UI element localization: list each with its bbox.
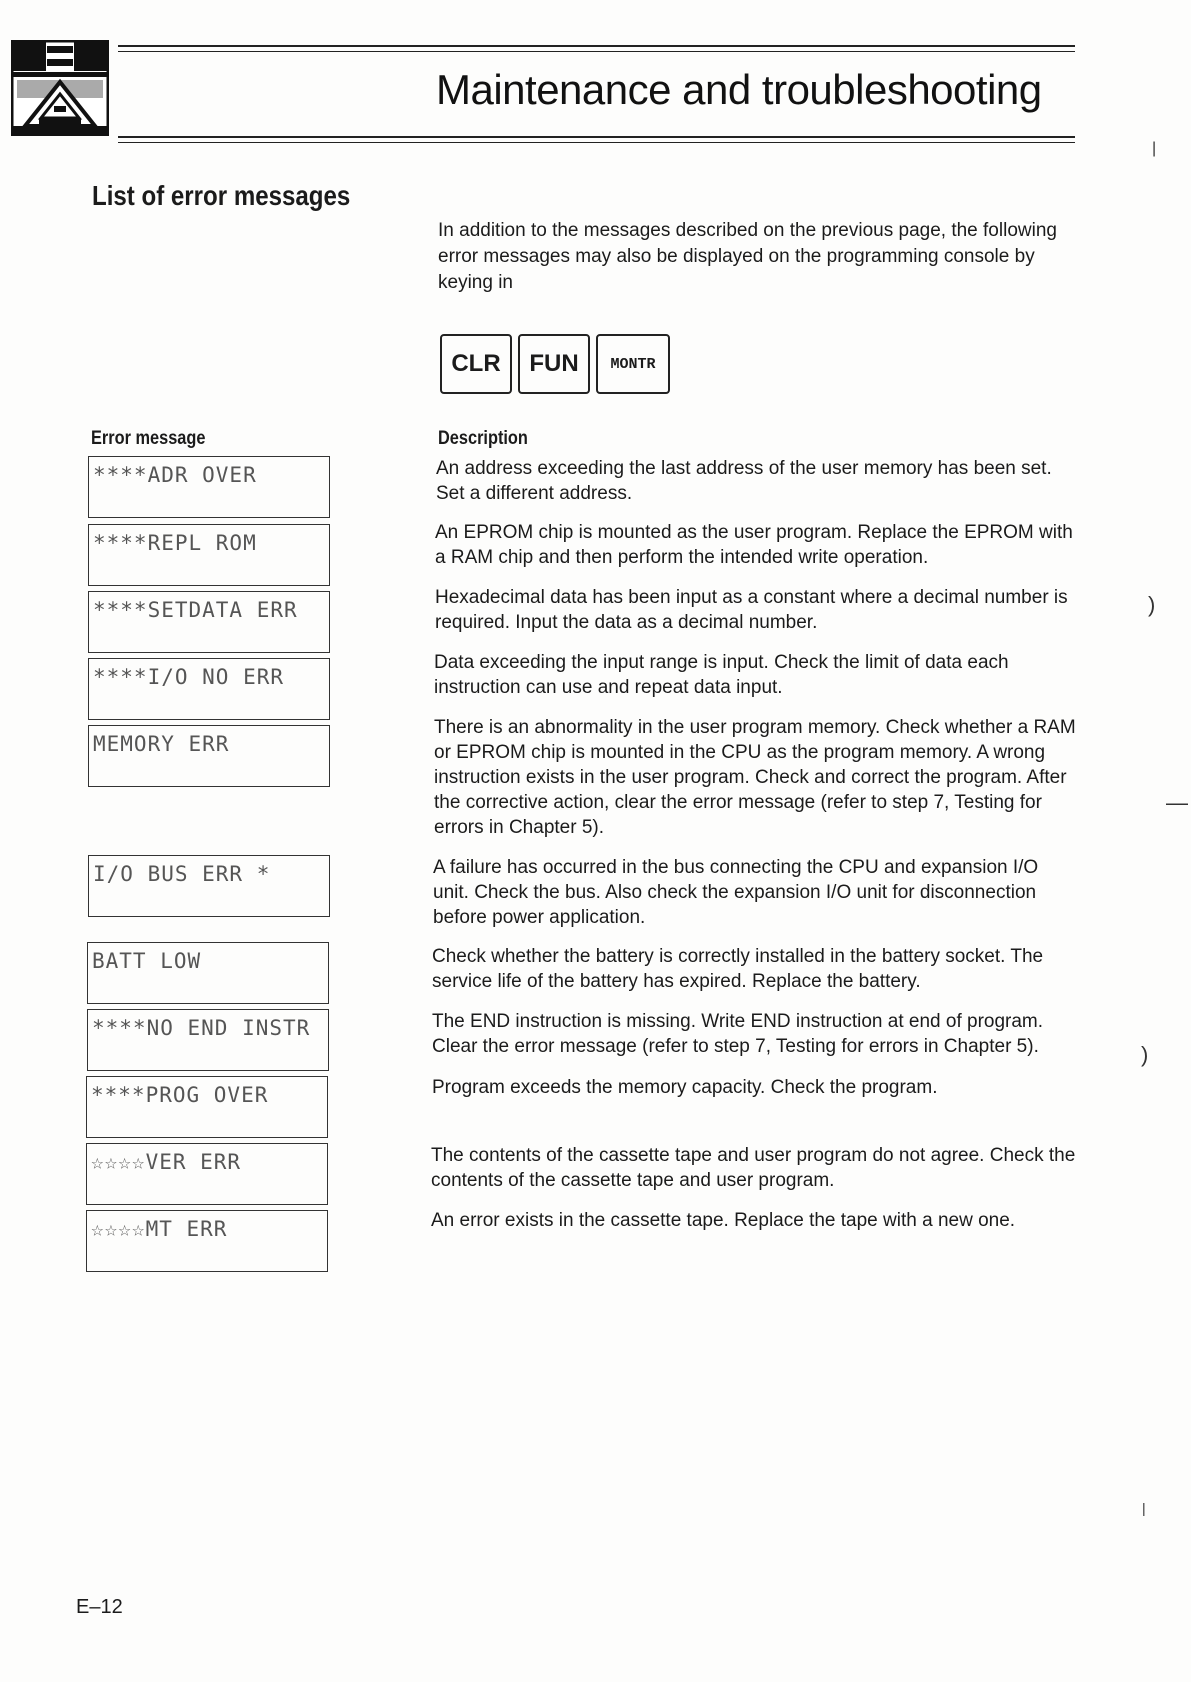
error-message-text: I/O BUS ERR * (93, 862, 271, 886)
error-description: Data exceeding the input range is input. Check the limit of data each instruction can use and repeat data input. (434, 652, 1009, 698)
error-message-text: BATT LOW (92, 949, 202, 973)
error-message-text: ☆☆☆☆MT ERR (91, 1217, 228, 1241)
error-description: Hexadecimal data has been input as a constant where a decimal number is required. Input the data as a decimal number. (435, 587, 1068, 633)
error-description: A failure has occurred in the bus connecting the CPU and expansion I/O unit. Check the bus. Also check the expansion I/O unit for disconnection before power application. (433, 857, 1039, 928)
error-message-box (86, 1076, 328, 1138)
error-message-box (88, 725, 330, 787)
chapter-logo (11, 40, 109, 136)
description-column-header: Description (438, 428, 528, 449)
error-message-text: ☆☆☆☆VER ERR (91, 1150, 242, 1174)
error-message-text: ****REPL ROM (93, 531, 257, 555)
error-message-text: ****I/O NO ERR (93, 665, 285, 689)
page-title: Maintenance and troubleshooting (436, 66, 1042, 113)
error-description: An EPROM chip is mounted as the user program. Replace the EPROM with a RAM chip and then perform the intended write operation. (435, 522, 1073, 568)
error-message-box (88, 456, 330, 518)
error-message-box (87, 942, 329, 1004)
fun-key: FUN (518, 334, 590, 394)
error-message-text: ****PROG OVER (91, 1083, 269, 1107)
error-description: The END instruction is missing. Write END instruction at end of program. Clear the error message (refer to step 7, Testing for errors in Chapter 5). (432, 1011, 1044, 1057)
error-message-box (87, 1009, 329, 1071)
error-message-box (88, 524, 330, 586)
error-message-text: ****SETDATA ERR (93, 598, 298, 622)
margin-mark: — (1166, 790, 1188, 815)
header-rule-bottom (118, 136, 1075, 138)
error-description: Program exceeds the memory capacity. Check the program. (432, 1077, 938, 1098)
page-number: E–12 (76, 1596, 123, 1618)
montr-key: MONTR (596, 334, 670, 394)
key-sequence (440, 334, 670, 394)
margin-mark: ) (1148, 592, 1156, 617)
error-message-text: MEMORY ERR (93, 732, 230, 756)
error-message-text: ****ADR OVER (93, 463, 257, 487)
header-rule-bottom-thin (118, 142, 1075, 143)
error-message-box (86, 1143, 328, 1205)
margin-mark: ) (1141, 1042, 1149, 1067)
header-rule-top-thin (118, 51, 1075, 52)
error-description: An address exceeding the last address of the user memory has been set. Set a different address. (436, 458, 1052, 504)
error-message-column-header: Error message (91, 428, 206, 449)
error-description: The contents of the cassette tape and user program do not agree. Check the contents of the cassette tape and user program. (431, 1145, 1076, 1191)
section-title: List of error messages (92, 180, 351, 211)
error-message-box (88, 658, 330, 720)
margin-mark: | (1152, 140, 1157, 157)
header-rule-top (118, 45, 1075, 47)
error-description: There is an abnormality in the user program memory. Check whether a RAM or EPROM chip is mounted in the CPU as the program memory. A wrong instruction exists in the user program. Check and correct the program. After the corrective action, clear the error message (refer to step 7, Testing for errors in Chapter 5). (434, 717, 1076, 838)
error-message-box (88, 855, 330, 917)
error-description: Check whether the battery is correctly installed in the battery socket. The service life of the battery has expired. Replace the battery. (432, 946, 1044, 992)
error-message-box (86, 1210, 328, 1272)
error-description: An error exists in the cassette tape. Replace the tape with a new one. (431, 1210, 1016, 1231)
intro-text: In addition to the messages described on the previous page, the following error messages may also be displayed on the programming console by keying in (438, 220, 1057, 293)
error-message-text: ****NO END INSTR (92, 1016, 311, 1040)
margin-mark: | (1142, 1500, 1146, 1516)
clr-key: CLR (440, 334, 512, 394)
error-message-box (88, 591, 330, 653)
